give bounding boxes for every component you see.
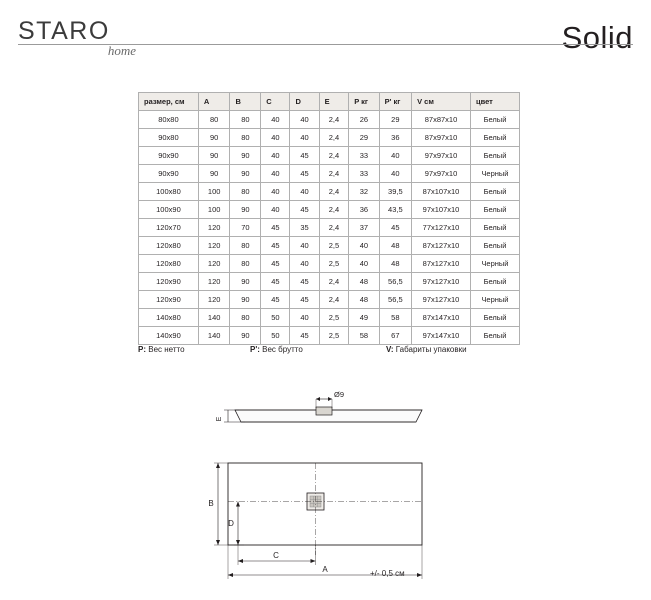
cell-d: 40 [290,309,319,327]
cell-p: 58 [349,327,379,345]
cell-pp: 40 [379,165,411,183]
cell-size: 120x80 [139,255,199,273]
plan-view-drawing [214,463,422,579]
cell-a: 120 [198,291,230,309]
cell-pp: 67 [379,327,411,345]
cell-color: Белый [470,147,519,165]
cell-color: Белый [470,111,519,129]
a-label: A [322,565,328,574]
cell-a: 140 [198,327,230,345]
legend-key-p: P: [138,345,146,354]
cell-c: 45 [261,291,290,309]
cell-e: 2,5 [319,255,349,273]
cell-pp: 56,5 [379,273,411,291]
col-header-a: A [198,93,230,111]
table-header-row [139,93,520,111]
cell-c: 50 [261,309,290,327]
cell-pp: 45 [379,219,411,237]
cell-color: Белый [470,273,519,291]
cell-color: Белый [470,183,519,201]
legend-key-v: V: [386,345,394,354]
col-header-e: E [319,93,349,111]
cell-p: 40 [349,237,379,255]
cell-d: 45 [290,273,319,291]
cell-v: 97x127x10 [412,291,471,309]
cell-v: 87x107x10 [412,183,471,201]
cell-a: 90 [198,129,230,147]
cell-p: 26 [349,111,379,129]
cell-c: 40 [261,183,290,201]
cell-c: 45 [261,237,290,255]
cell-d: 40 [290,129,319,147]
cell-d: 45 [290,147,319,165]
header-divider [18,44,633,45]
cell-size: 120x70 [139,219,199,237]
col-header-color: цвет [470,93,519,111]
col-header-c: C [261,93,290,111]
cell-d: 40 [290,111,319,129]
col-header-v: V см [412,93,471,111]
cell-b: 80 [230,255,261,273]
cell-c: 40 [261,165,290,183]
cell-b: 90 [230,201,261,219]
legend-item-gross-weight [250,345,303,354]
cell-d: 45 [290,201,319,219]
cell-a: 120 [198,255,230,273]
table-row [139,219,520,237]
cell-a: 100 [198,201,230,219]
cell-color: Черный [470,255,519,273]
cell-b: 70 [230,219,261,237]
cell-size: 100x90 [139,201,199,219]
cell-e: 2,4 [319,183,349,201]
tolerance-note: +/- 0,5 см [370,569,405,578]
cell-v: 97x127x10 [412,273,471,291]
cell-e: 2,4 [319,147,349,165]
page-header [18,18,633,62]
cell-v: 97x97x10 [412,165,471,183]
e-label-side: E [216,416,223,422]
logo [18,18,138,58]
d-label: D [228,519,234,528]
cell-color: Белый [470,237,519,255]
cell-c: 40 [261,111,290,129]
cell-d: 40 [290,255,319,273]
cell-p: 40 [349,255,379,273]
cell-size: 120x90 [139,291,199,309]
table-row [139,111,520,129]
cell-b: 90 [230,291,261,309]
cell-size: 120x90 [139,273,199,291]
cell-e: 2,4 [319,129,349,147]
table-row [139,273,520,291]
logo-tagline: home [107,43,136,58]
cell-size: 140x90 [139,327,199,345]
page-title: Solid [561,20,633,55]
cell-c: 45 [261,219,290,237]
cell-size: 120x80 [139,237,199,255]
cell-v: 87x147x10 [412,309,471,327]
cell-v: 87x87x10 [412,111,471,129]
table-row [139,327,520,345]
cell-pp: 56,5 [379,291,411,309]
table-row [139,255,520,273]
col-header-d: D [290,93,319,111]
cell-d: 40 [290,237,319,255]
drawing-svg [0,385,651,595]
table-row [139,183,520,201]
cell-a: 120 [198,237,230,255]
cell-size: 90x90 [139,147,199,165]
cell-size: 80x80 [139,111,199,129]
cell-c: 40 [261,129,290,147]
cell-color: Белый [470,129,519,147]
cell-a: 140 [198,309,230,327]
legend-text-pp: Вес брутто [262,345,303,354]
cell-b: 80 [230,237,261,255]
cell-pp: 40 [379,147,411,165]
c-label: C [273,551,279,560]
col-header-pp: P' кг [379,93,411,111]
cell-c: 45 [261,255,290,273]
cell-pp: 48 [379,255,411,273]
cell-a: 90 [198,165,230,183]
cell-b: 80 [230,183,261,201]
cell-b: 90 [230,147,261,165]
legend-key-pp: P': [250,345,260,354]
table-body [139,111,520,345]
cell-color: Белый [470,327,519,345]
cell-p: 49 [349,309,379,327]
spec-table-container [138,92,520,345]
table-row [139,201,520,219]
cell-v: 87x97x10 [412,129,471,147]
cell-b: 90 [230,327,261,345]
b-label: B [208,499,214,508]
cell-p: 29 [349,129,379,147]
spec-table [138,92,520,345]
cell-a: 100 [198,183,230,201]
cell-pp: 29 [379,111,411,129]
legend-item-net-weight [138,345,185,354]
col-header-p: P кг [349,93,379,111]
cell-pp: 36 [379,129,411,147]
cell-color: Белый [470,309,519,327]
legend-item-package-dimensions [386,345,467,354]
cell-pp: 39,5 [379,183,411,201]
cell-p: 33 [349,165,379,183]
table-row [139,237,520,255]
cell-b: 90 [230,165,261,183]
cell-c: 50 [261,327,290,345]
cell-c: 40 [261,147,290,165]
side-view-drawing [224,397,422,422]
cell-d: 40 [290,183,319,201]
cell-b: 90 [230,273,261,291]
logo-wordmark: STARO [18,17,110,45]
legend-text-v: Габариты упаковки [395,345,467,354]
cell-d: 45 [290,291,319,309]
cell-e: 2,4 [319,273,349,291]
col-header-b: B [230,93,261,111]
cell-b: 80 [230,129,261,147]
cell-color: Белый [470,201,519,219]
table-row [139,165,520,183]
cell-pp: 48 [379,237,411,255]
cell-color: Белый [470,219,519,237]
cell-d: 45 [290,327,319,345]
cell-a: 120 [198,219,230,237]
cell-color: Черный [470,165,519,183]
cell-size: 140x80 [139,309,199,327]
cell-e: 2,4 [319,111,349,129]
cell-p: 36 [349,201,379,219]
cell-e: 2,5 [319,327,349,345]
cell-v: 77x127x10 [412,219,471,237]
cell-p: 33 [349,147,379,165]
table-row [139,291,520,309]
col-header-size: размер, см [139,93,199,111]
cell-v: 97x97x10 [412,147,471,165]
cell-size: 90x90 [139,165,199,183]
cell-a: 120 [198,273,230,291]
cell-v: 87x127x10 [412,255,471,273]
table-row [139,147,520,165]
cell-b: 80 [230,309,261,327]
table-row [139,129,520,147]
cell-d: 45 [290,165,319,183]
cell-c: 45 [261,273,290,291]
cell-p: 48 [349,273,379,291]
cell-pp: 43,5 [379,201,411,219]
cell-p: 37 [349,219,379,237]
cell-color: Черный [470,291,519,309]
cell-a: 90 [198,147,230,165]
cell-e: 2,4 [319,219,349,237]
cell-e: 2,4 [319,165,349,183]
cell-e: 2,5 [319,309,349,327]
technical-drawings [0,385,651,595]
cell-p: 32 [349,183,379,201]
cell-e: 2,5 [319,237,349,255]
cell-pp: 58 [379,309,411,327]
cell-b: 80 [230,111,261,129]
cell-v: 97x147x10 [412,327,471,345]
cell-size: 90x80 [139,129,199,147]
cell-d: 35 [290,219,319,237]
cell-v: 97x107x10 [412,201,471,219]
cell-c: 40 [261,201,290,219]
cell-v: 87x127x10 [412,237,471,255]
cell-size: 100x80 [139,183,199,201]
legend-text-p: Вес нетто [148,345,185,354]
cell-e: 2,4 [319,201,349,219]
diameter-label: Ø9 [334,390,345,399]
cell-a: 80 [198,111,230,129]
cell-p: 48 [349,291,379,309]
table-row [139,309,520,327]
cell-e: 2,4 [319,291,349,309]
